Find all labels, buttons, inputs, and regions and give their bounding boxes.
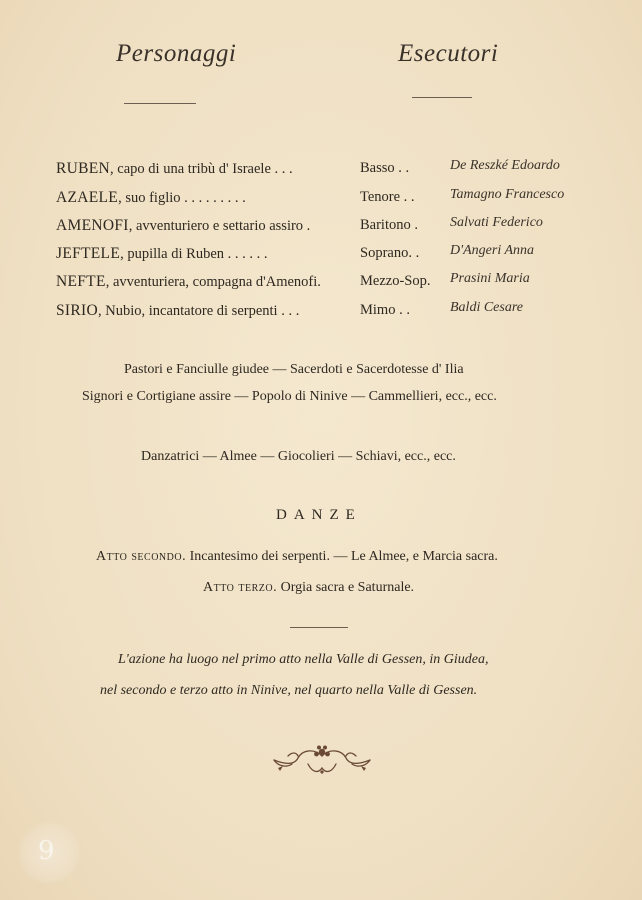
- atto-label: Atto secondo.: [96, 549, 187, 564]
- character-desc: , avventuriero e settario assiro .: [128, 218, 311, 234]
- cast-row-azaele: [56, 189, 616, 213]
- dancers-line: Danzatrici — Almee — Giocolieri — Schiavi, ecc., ecc.: [141, 449, 456, 464]
- atto-secondo-line: [96, 549, 498, 565]
- character: [56, 302, 299, 320]
- danze-title: DANZE: [276, 507, 362, 523]
- floral-ornament-icon: [268, 742, 376, 778]
- performer: Prasini Maria: [450, 271, 530, 286]
- setting-line: nel secondo e terzo atto in Ninive, nel quarto nella Valle di Gessen.: [100, 683, 478, 698]
- character: [56, 217, 310, 235]
- voice-type: Mimo . .: [360, 302, 410, 318]
- character-desc: , avventuriera, compagna d'Amenofi.: [105, 274, 321, 290]
- divider: [412, 97, 472, 98]
- cast-row-jeftele: [56, 245, 616, 269]
- cast-row-ruben: [56, 160, 616, 184]
- character: [56, 189, 246, 207]
- character: [56, 245, 268, 263]
- performer: Salvati Federico: [450, 215, 543, 230]
- character-name: SIRIO: [56, 302, 98, 319]
- character-name: AZAELE: [56, 189, 119, 206]
- voice-type: Basso . .: [360, 160, 410, 176]
- character: [56, 273, 321, 291]
- stamp-number: 9: [38, 836, 55, 866]
- chorus-line: Pastori e Fanciulle giudee — Sacerdoti e Sacerdotesse d' Ilia: [124, 362, 464, 377]
- character-name: JEFTELE: [56, 245, 121, 262]
- voice-type: Soprano. .: [360, 245, 420, 261]
- cast-row-sirio: [56, 302, 616, 326]
- chorus-line: Signori e Cortigiane assire — Popolo di Ninive — Cammellieri, ecc., ecc.: [82, 389, 497, 404]
- atto-text: Incantesimo dei serpenti. — Le Almee, e Marcia sacra.: [189, 549, 498, 564]
- character: [56, 160, 293, 178]
- atto-terzo-line: [203, 580, 414, 596]
- character-desc: , capo di una tribù d' Israele . . .: [110, 161, 293, 177]
- atto-text: Orgia sacra e Saturnale.: [280, 580, 415, 595]
- cast-row-amenofi: [56, 217, 616, 241]
- voice-type: Mezzo-Sop.: [360, 273, 431, 289]
- performer: Baldi Cesare: [450, 300, 523, 315]
- performer: Tamagno Francesco: [450, 187, 565, 202]
- embossed-stamp: [18, 822, 80, 884]
- character-name: RUBEN: [56, 160, 111, 177]
- cast-row-nefte: [56, 273, 616, 297]
- setting-line: L'azione ha luogo nel primo atto nella Valle di Gessen, in Giudea,: [118, 652, 489, 667]
- divider: [124, 103, 196, 104]
- voice-type: Tenore . .: [360, 189, 415, 205]
- heading-personaggi: Personaggi: [116, 40, 237, 67]
- character-name: NEFTE: [56, 273, 106, 290]
- divider: [290, 627, 348, 628]
- performer: D'Angeri Anna: [450, 243, 535, 258]
- atto-label: Atto terzo.: [203, 580, 278, 595]
- character-desc: , suo figlio . . . . . . . . .: [118, 190, 246, 206]
- character-desc: , Nubio, incantatore di serpenti . . .: [97, 303, 300, 319]
- voice-type: Baritono .: [360, 217, 418, 233]
- character-name: AMENOFI: [56, 217, 129, 234]
- heading-esecutori: Esecutori: [398, 40, 499, 67]
- performer: De Reszké Edoardo: [450, 158, 560, 173]
- character-desc: , pupilla di Ruben . . . . . .: [120, 246, 268, 262]
